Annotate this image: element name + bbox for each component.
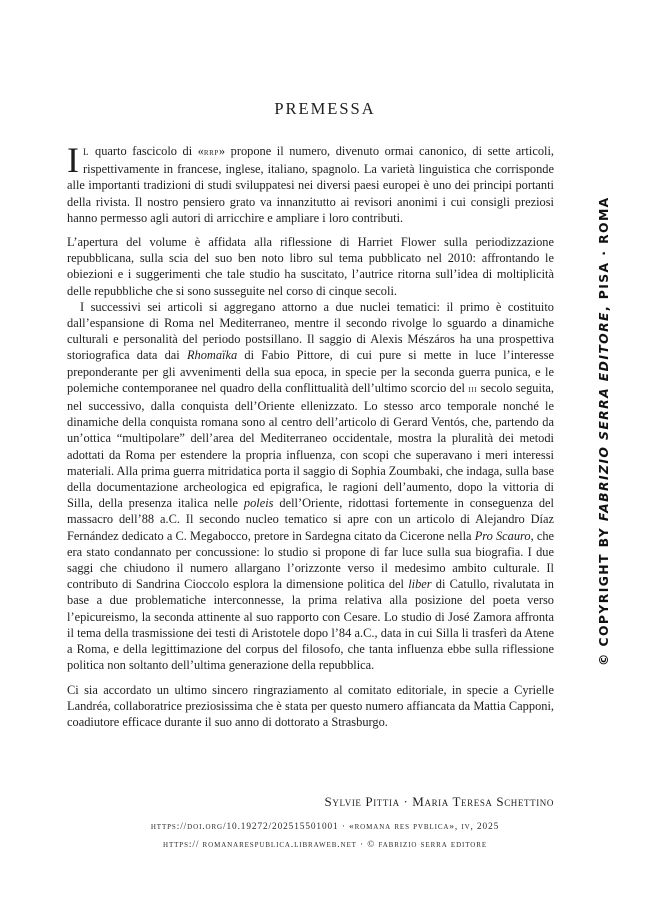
italic-liber: liber [408, 577, 432, 592]
journal-abbrev: rrp [203, 147, 219, 158]
copyright-prefix: © COPYRIGHT BY [596, 521, 611, 666]
italic-pro-scauro: Pro Scauro [474, 528, 531, 543]
drop-cap: I [67, 140, 79, 180]
lead-in-small-caps: l [83, 144, 90, 158]
articles-text-4: dell’Oriente, ridottasi fortemente in conseguenza del massacro dell’88 a.C. Il secondo nucleo tematico si apre con un articolo di Alejandro Díaz Fernández dedicato a C. Megabocco, pretore in Sardegna citato da Cicerone nella [67, 496, 554, 543]
page-title: PREMESSA [274, 99, 376, 118]
articles-text-5: , che era stato condannato per concussione: lo studio si propone di far luce sulla sua biografia. I due saggi che chiudono il numero allargano l’orizzonte verso il medesimo ambito culturale. Il contributo di Sandrina Cioccolo esplora la dimensione politica del [67, 528, 555, 592]
articles-text-2: di Fabio Pittore, di cui pure si mette in luce l’interesse preponderante per gli avvenimenti della sua epoca, in specie per la seconda guerra punica, e le polemiche contemporanee nel quadro della conflittualità dell’ultimo scorcio del [67, 348, 554, 395]
footer-website-line: https:// romanarespublica.libraweb.net · © fabrizio serra editore [162, 840, 488, 850]
italic-poleis: poleis [243, 496, 274, 511]
articles-text-3: secolo seguita, nel successivo, dalla conquista dell’Oriente ellenizzato. Lo stesso arco temporale nonché le dinamiche della conquista romana sono al centro dell’articolo di Gerard Ventós, che, partendo da un’ottica “multipolare” dell’area del Mediterraneo occidentale, mostra la pluralità dei metodi adottati da Roma per estendere la propria influenza, con scopi che superavano i meri interessi materiali. Alla prima guerra mitridatica porta il saggio di Sophia Zoumbaki, che indaga, sulla base della documentazione archeologica ed epigrafica, le ragioni dell’aumento, dopo la vittoria di Silla, della presenza italica nelle [67, 380, 554, 511]
footer-doi-line: https://doi.org/10.19272/202515501001 · «romana res pvblica», iv, 2025 [150, 822, 500, 832]
intro-text-a: quarto fascicolo di « [89, 144, 204, 158]
century-numeral: iii [468, 383, 478, 395]
copyright-suffix: , PISA · ROMA [596, 196, 611, 312]
signature-authors: Sylvie Pittia · Maria Teresa Schettino [324, 794, 554, 809]
paragraph-intro [67, 140, 554, 226]
articles-text-6: di Catullo, rivalutata in base a due problematiche interconnesse, la prima relativa alla posizione del poeta verso l’epicureismo, la seconda attinente al suo rapporto con Cesare. Lo studio di José Zamora affronta il tema della trasmissione dei testi di Aristotele dopo l’84 a.C., data in cui Silla li trasferì da Atene a Roma, e della legittimazione del corpus del filosofo, che tanta influenza ebbe sulla riflessione politica non soltanto dell’ultima generazione della repubblica. [67, 577, 554, 673]
paragraph-flower: L’apertura del volume è affidata alla riflessione di Harriet Flower sulla periodizzazione repubblicana, sulla scia del suo ben noto libro sul tema pubblicato nel 2010: affrontando le obiezioni e i suggerimenti che tale studio ha suscitato, l’autrice ritorna sull’idea di moltiplicità delle repubbliche che si sono susseguite nel corso di cinque secoli. [67, 235, 554, 298]
intro-text-b: » propone il numero, divenuto ormai canonico, di sette articoli, rispettivamente in francese, inglese, italiano, spagnolo. La varietà linguistica che corrisponde alle importanti tradizioni di studi sviluppatesi nei diversi paesi europei è uno dei principi portanti della rivista. Il nostro pensiero grato va innanzitutto ai revisori anonimi i cui consigli preziosi hanno permesso agli autori di arricchire e ampliare i loro contributi. [67, 144, 554, 225]
copyright-publisher: FABRIZIO SERRA EDITORE [596, 311, 611, 522]
vertical-copyright-notice [596, 196, 611, 666]
paragraph-articles [67, 299, 554, 674]
articles-text-1: I successivi sei articoli si aggregano attorno a due nuclei tematici: il primo è costituito dall’espansione di Roma nel Mediterraneo, mentre il secondo rivolge lo sguardo a dinamiche culturali e personalità del periodo postsillano. Il saggio di Alexis Mészáros ha una prospettiva storiografica data dai [67, 299, 554, 363]
body-text [67, 140, 555, 730]
italic-rhomaika: Rhomaïka [186, 348, 238, 363]
paragraph-thanks: Ci sia accordato un ultimo sincero ringraziamento al comitato editoriale, in specie a Cyrielle Landréa, collaboratrice preziosissima che è stata per questo numero affiancata da Mattia Capponi, coadiutore efficace durante il suo anno di dottorato a Strasburgo. [67, 682, 554, 729]
